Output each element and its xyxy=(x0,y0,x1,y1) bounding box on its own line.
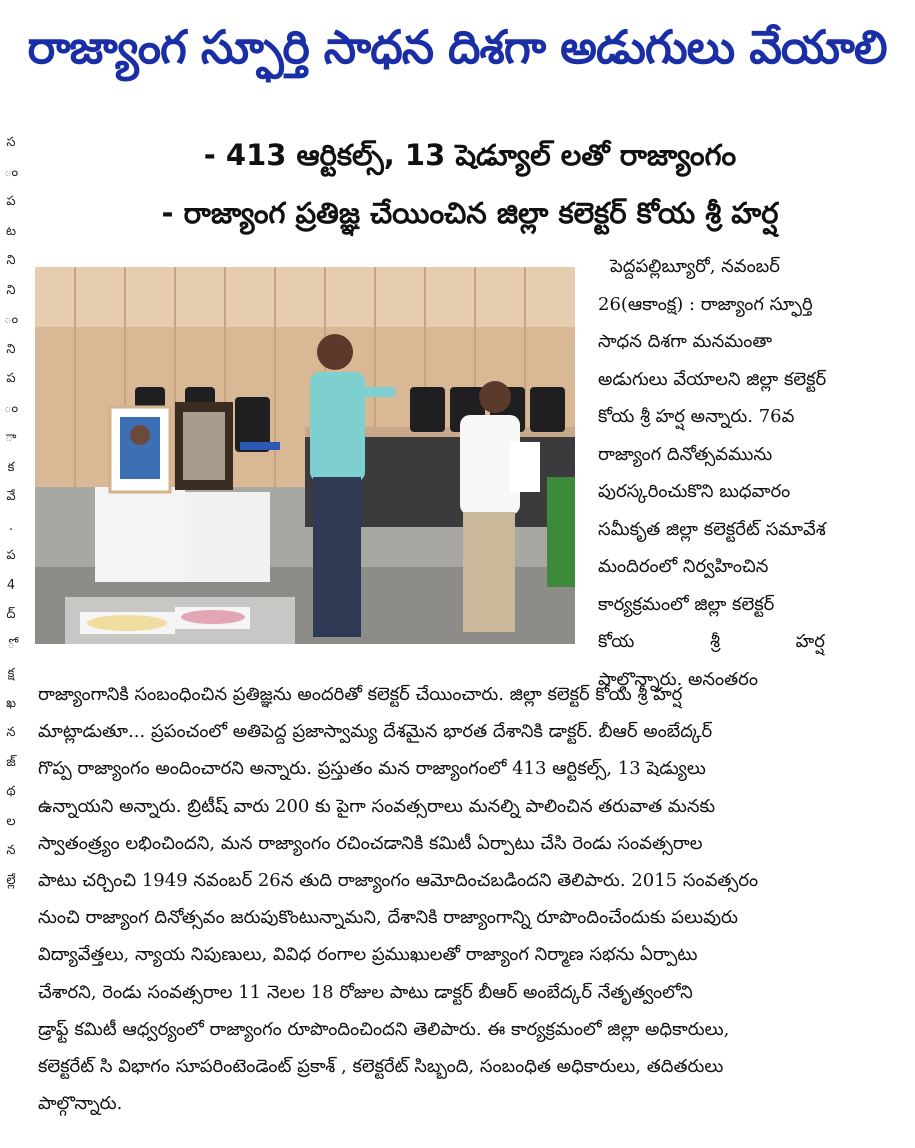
article-line: అడుగులు వేయాలని జిల్లా కలెక్టర్ xyxy=(598,368,827,390)
fragment-char: ప xyxy=(6,548,16,563)
article-line: సాధన దిశగా మనమంతా xyxy=(598,331,773,352)
article-side-column xyxy=(598,248,858,698)
article-line: పాల్గొన్నారు. xyxy=(38,1093,123,1115)
article-line: గొప్ప రాజ్యాంగం అందించారని అన్నారు. ప్రస్తుతం మన రాజ్యాంగంలో 413 ఆర్టికల్స్, 13 షెడ్యులు xyxy=(38,758,706,780)
article-line: పాటు చర్చించి 1949 నవంబర్ 26న తుది రాజ్యాంగం ఆమోదించబడిందని తెలిపారు. 2015 సంవత్సరం xyxy=(38,870,759,892)
subheading-articles: - 413 ఆర్టికల్స్, 13 షెడ్యూల్ లతో రాజ్యాంగం xyxy=(203,138,737,172)
fragment-char: ం xyxy=(3,400,19,416)
fragment-char: ట xyxy=(5,223,17,239)
fragment-char: ప xyxy=(6,194,16,209)
article-line: నుంచి రాజ్యాంగ దినోత్సవం జరుపుకొంటున్నామని, దేశానికి రాజ్యాంగాన్ని రూపొందించేందుకు పలువురు xyxy=(38,907,738,929)
article-line: పాల్గొన్నారు. అనంతరం xyxy=(598,668,758,690)
news-photo xyxy=(35,267,575,644)
fragment-char: థ xyxy=(6,784,16,799)
article-line: డ్రాఫ్ట్ కమిటీ ఆధ్వర్యంలో రాజ్యాంగం రూపొందించిందని తెలిపారు. ఈ కార్యక్రమంలో జిల్లా అధికారులు, xyxy=(38,1018,730,1040)
article-line: రాజ్యాంగానికి సంబంధించిన ప్రతిజ్ఞను అందరితో కలెక్టర్ చేయించారు. జిల్లా కలెక్టర్ కోయ శ్రీ హర్ష xyxy=(38,684,683,705)
fragment-char: ని xyxy=(6,341,16,357)
subheading-pledge: - రాజ్యాంగ ప్రతిజ్ఞ చేయించిన జిల్లా కలెక్టర్ కోయ శ్రీ హర్ష xyxy=(161,196,779,230)
fragment-char: ల xyxy=(6,813,16,829)
fragment-char: ప xyxy=(6,371,16,386)
fragment-char: ం xyxy=(3,312,19,327)
fragment-char: ని xyxy=(6,253,16,268)
fragment-char: జ్ xyxy=(6,754,16,770)
fragment-char: ద్ xyxy=(6,607,16,622)
article-line: చేశారని, రెండు సంవత్సరాల 11 నెలల 18 రోజుల పాటు డాక్టర్ బీఆర్ అంబేద్కర్ నేతృత్వంలోని xyxy=(38,981,693,1003)
adjacent-column-fragment xyxy=(0,128,22,1128)
article-line: పెద్దపల్లిబ్యూరో, నవంబర్ xyxy=(610,256,780,277)
fragment-char: ో xyxy=(7,636,15,652)
fragment-char: వే xyxy=(6,489,16,504)
article-line: కోయ శ్రీ హర్ష xyxy=(598,631,825,652)
article-line: రాజ్యాంగ దినోత్సవమును xyxy=(598,443,773,465)
fragment-char: . xyxy=(8,518,14,534)
article-line: ఉన్నాయని అన్నారు. బ్రిటీష్ వారు 200 కు పైగా సంవత్సరాలు మనల్ని పాలించిన తరువాత మనకు xyxy=(38,795,716,817)
fragment-char: న xyxy=(6,725,16,740)
article-line: కార్యక్రమంలో జిల్లా కలెక్టర్ xyxy=(598,593,775,615)
fragment-char: ల్లే xyxy=(6,872,16,888)
fragment-char: స xyxy=(6,135,16,150)
article-line: 26(ఆకాంక్ష) : రాజ్యాంగ స్ఫూర్తి xyxy=(598,293,813,315)
article-line: సమీకృత జిల్లా కలెక్టరేట్ సమావేశ xyxy=(598,518,826,540)
fragment-char: ని xyxy=(6,282,16,298)
article-line: పురస్కరించుకొని బుధవారం xyxy=(598,481,791,502)
fragment-char: క xyxy=(7,459,15,475)
fragment-char: ా xyxy=(5,430,17,445)
fragment-char: ఖ xyxy=(6,695,16,711)
article-line: కోయ శ్రీ హర్ష అన్నారు. 76వ xyxy=(598,406,795,427)
fragment-char: ం xyxy=(3,164,19,180)
fragment-char: న xyxy=(6,843,16,858)
news-photo-illustration xyxy=(35,267,575,644)
article-line: స్వాతంత్ర్యం లభించిందని, మన రాజ్యాంగం రచించడానికి కమిటీ ఏర్పాటు చేసి రెండు సంవత్సరాల xyxy=(38,832,703,854)
article-line: కలెక్టరేట్ సి విభాగం సూపరింటెండెంట్ ప్రకాశ్ , కలెక్టరేట్ సిబ్బంది, సంబంధిత అధికారులు, తదితరులు xyxy=(38,1056,724,1078)
article-line: విద్యావేత్తలు, న్యాయ నిపుణులు, వివిధ రంగాల ప్రముఖులతో రాజ్యాంగ నిర్మాణ సభను ఏర్పాటు xyxy=(38,944,698,966)
article-body xyxy=(38,676,858,1122)
headline: రాజ్యాంగ స్ఫూర్తి సాధన దిశగా అడుగులు వేయాలి xyxy=(27,20,887,74)
fragment-char: 4 xyxy=(6,577,16,593)
fragment-char: క్ష xyxy=(7,666,15,681)
article-line: మందిరంలో నిర్వహించిన xyxy=(598,556,769,577)
article-line: మాట్లాడుతూ... ప్రపంచంలో అతిపెద్ద ప్రజాస్వామ్య దేశమైన భారత దేశానికి డాక్టర్. బీఆర్ అంబేద్కర్ xyxy=(38,721,713,743)
